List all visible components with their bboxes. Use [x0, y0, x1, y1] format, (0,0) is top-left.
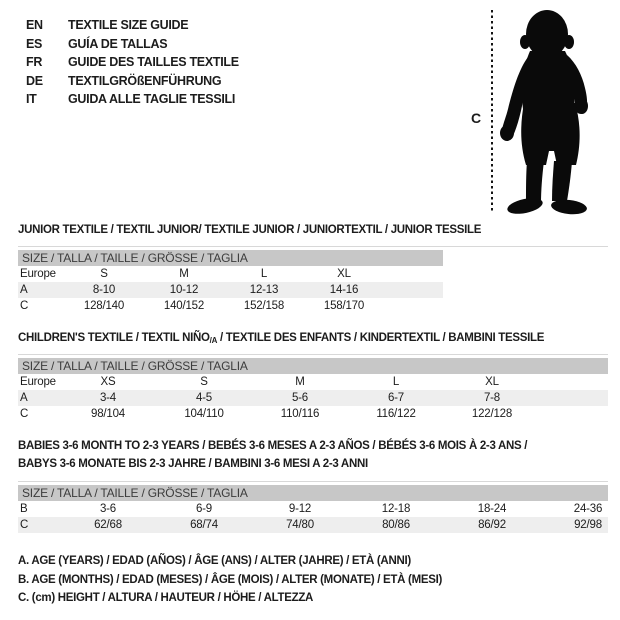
- size-cell: M: [179, 268, 189, 280]
- language-code: EN: [26, 18, 43, 33]
- size-table-title: [18, 330, 610, 346]
- size-table-section: [18, 222, 610, 314]
- tables-content: [18, 222, 610, 608]
- size-cell: 68/74: [190, 519, 218, 531]
- language-code: FR: [26, 55, 43, 70]
- size-cell: 4-5: [195, 392, 213, 404]
- title-segment: JUNIOR TEXTILE / TEXTIL JUNIOR/ TEXTILE JUNIOR / JUNIORTEXTIL / JUNIOR TESSILE: [18, 224, 482, 236]
- size-cell: 116/122: [376, 408, 416, 420]
- language-label: TEXTILGRÖßENFÜHRUNG: [68, 73, 222, 88]
- footnote-c: C. (cm) HEIGHT / ALTURA / HAUTEUR / HÖHE / ALTEZZA: [18, 592, 314, 604]
- table-row: [18, 390, 608, 406]
- size-cell: 74/80: [286, 519, 314, 531]
- size-cell: 104/110: [184, 408, 224, 420]
- size-cell: XS: [100, 376, 116, 388]
- row-label: B: [20, 503, 28, 515]
- language-code: IT: [26, 92, 37, 107]
- size-cell: 122/128: [471, 408, 513, 420]
- title-rule: [18, 246, 608, 247]
- toddler-silhouette-icon: [497, 5, 611, 215]
- size-table-title: [18, 222, 610, 238]
- language-label: GUIDA ALLE TAGLIE TESSILI: [68, 92, 236, 107]
- height-dotted-line: [491, 10, 493, 213]
- row-label: A: [20, 392, 28, 404]
- footnotes: [18, 552, 610, 608]
- size-cell: 6-9: [195, 503, 213, 515]
- title-rule: [18, 354, 608, 355]
- height-measure-label: C: [471, 110, 482, 126]
- row-label: C: [20, 408, 29, 420]
- size-cell: XL: [485, 376, 499, 388]
- size-cell: 3-4: [99, 392, 117, 404]
- language-label: GUÍA DE TALLAS: [68, 36, 168, 51]
- language-code: ES: [26, 36, 43, 51]
- size-table: [18, 250, 443, 314]
- size-cell: 152/158: [243, 300, 285, 312]
- title-segment: BABIES 3-6 MONTH TO 2-3 YEARS / BEBÉS 3-6 MESES A 2-3 AÑOS / BÉBÉS 3-6 MOIS À 2-3 ANS /: [18, 440, 528, 452]
- language-row: [26, 90, 239, 109]
- language-row: [26, 35, 239, 54]
- table-row: [18, 282, 443, 298]
- size-cell: L: [392, 376, 400, 388]
- size-cell: 158/170: [323, 300, 365, 312]
- row-label: Europe: [20, 268, 56, 280]
- size-cell: M: [295, 376, 305, 388]
- table-row: [18, 374, 608, 390]
- size-cell: 128/140: [83, 300, 125, 312]
- language-label: GUIDE DES TAILLES TEXTILE: [68, 55, 239, 70]
- size-cell: 10-12: [169, 284, 199, 296]
- size-table-title: [18, 455, 610, 473]
- size-cell: 140/152: [163, 300, 205, 312]
- footnote-a: A. AGE (YEARS) / EDAD (AÑOS) / ÂGE (ANS) / ALTER (JAHRE) / ETÀ (ANNI): [18, 555, 411, 567]
- table-row: [18, 266, 443, 282]
- size-cell: 62/68: [94, 519, 122, 531]
- size-table-section: [18, 330, 610, 422]
- title-segment: /A: [209, 336, 218, 345]
- language-row: [26, 72, 239, 91]
- size-cell: S: [100, 268, 108, 280]
- language-list: [26, 16, 239, 109]
- size-cell: 92/98: [574, 519, 602, 531]
- table-row: [18, 517, 608, 533]
- size-table-section: [18, 437, 610, 533]
- size-cell: 5-6: [291, 392, 309, 404]
- size-cell: 80/86: [382, 519, 410, 531]
- language-code: DE: [26, 73, 43, 88]
- size-cell: 6-7: [387, 392, 405, 404]
- table-row: [18, 406, 608, 422]
- size-table: [18, 358, 608, 422]
- language-label: TEXTILE SIZE GUIDE: [68, 18, 189, 33]
- size-cell: 86/92: [478, 519, 506, 531]
- row-label: C: [20, 519, 29, 531]
- size-cell: 14-16: [329, 284, 359, 296]
- size-cell: L: [260, 268, 268, 280]
- language-row: [26, 53, 239, 72]
- title-segment: BABYS 3-6 MONATE BIS 2-3 JAHRE / BAMBINI 3-6 MESI A 2-3 ANNI: [18, 458, 368, 470]
- size-cell: 12-18: [381, 503, 411, 515]
- size-header-bar: SIZE / TALLA / TAILLE / GRÖSSE / TAGLIA: [18, 358, 608, 374]
- size-header-bar: SIZE / TALLA / TAILLE / GRÖSSE / TAGLIA: [18, 485, 608, 501]
- size-cell: 24-36: [573, 503, 603, 515]
- size-table: [18, 485, 608, 533]
- size-cell: 3-6: [99, 503, 117, 515]
- size-table-title: [18, 437, 610, 455]
- language-row: [26, 16, 239, 35]
- size-header-bar: SIZE / TALLA / TAILLE / GRÖSSE / TAGLIA: [18, 250, 443, 266]
- title-segment: / TEXTILE DES ENFANTS / KINDERTEXTIL / BAMBINI TESSILE: [217, 332, 545, 344]
- size-cell: XL: [337, 268, 351, 280]
- table-row: [18, 501, 608, 517]
- size-cell: 18-24: [477, 503, 507, 515]
- row-label: C: [20, 300, 29, 312]
- table-row: [18, 298, 443, 314]
- footnote-b: B. AGE (MONTHS) / EDAD (MESES) / ÂGE (MOIS) / ALTER (MONATE) / ETÀ (MESI): [18, 573, 443, 586]
- title-rule: [18, 481, 608, 482]
- size-cell: 110/116: [280, 408, 320, 420]
- title-segment: CHILDREN'S TEXTILE / TEXTIL NIÑO: [18, 332, 210, 344]
- size-cell: 12-13: [249, 284, 279, 296]
- size-cell: 9-12: [288, 503, 312, 515]
- size-cell: 8-10: [92, 284, 116, 296]
- size-cell: 98/104: [91, 408, 125, 420]
- size-tables: [18, 222, 610, 533]
- row-label: A: [20, 284, 28, 296]
- size-cell: S: [200, 376, 208, 388]
- row-label: Europe: [20, 376, 56, 388]
- size-cell: 7-8: [483, 392, 501, 404]
